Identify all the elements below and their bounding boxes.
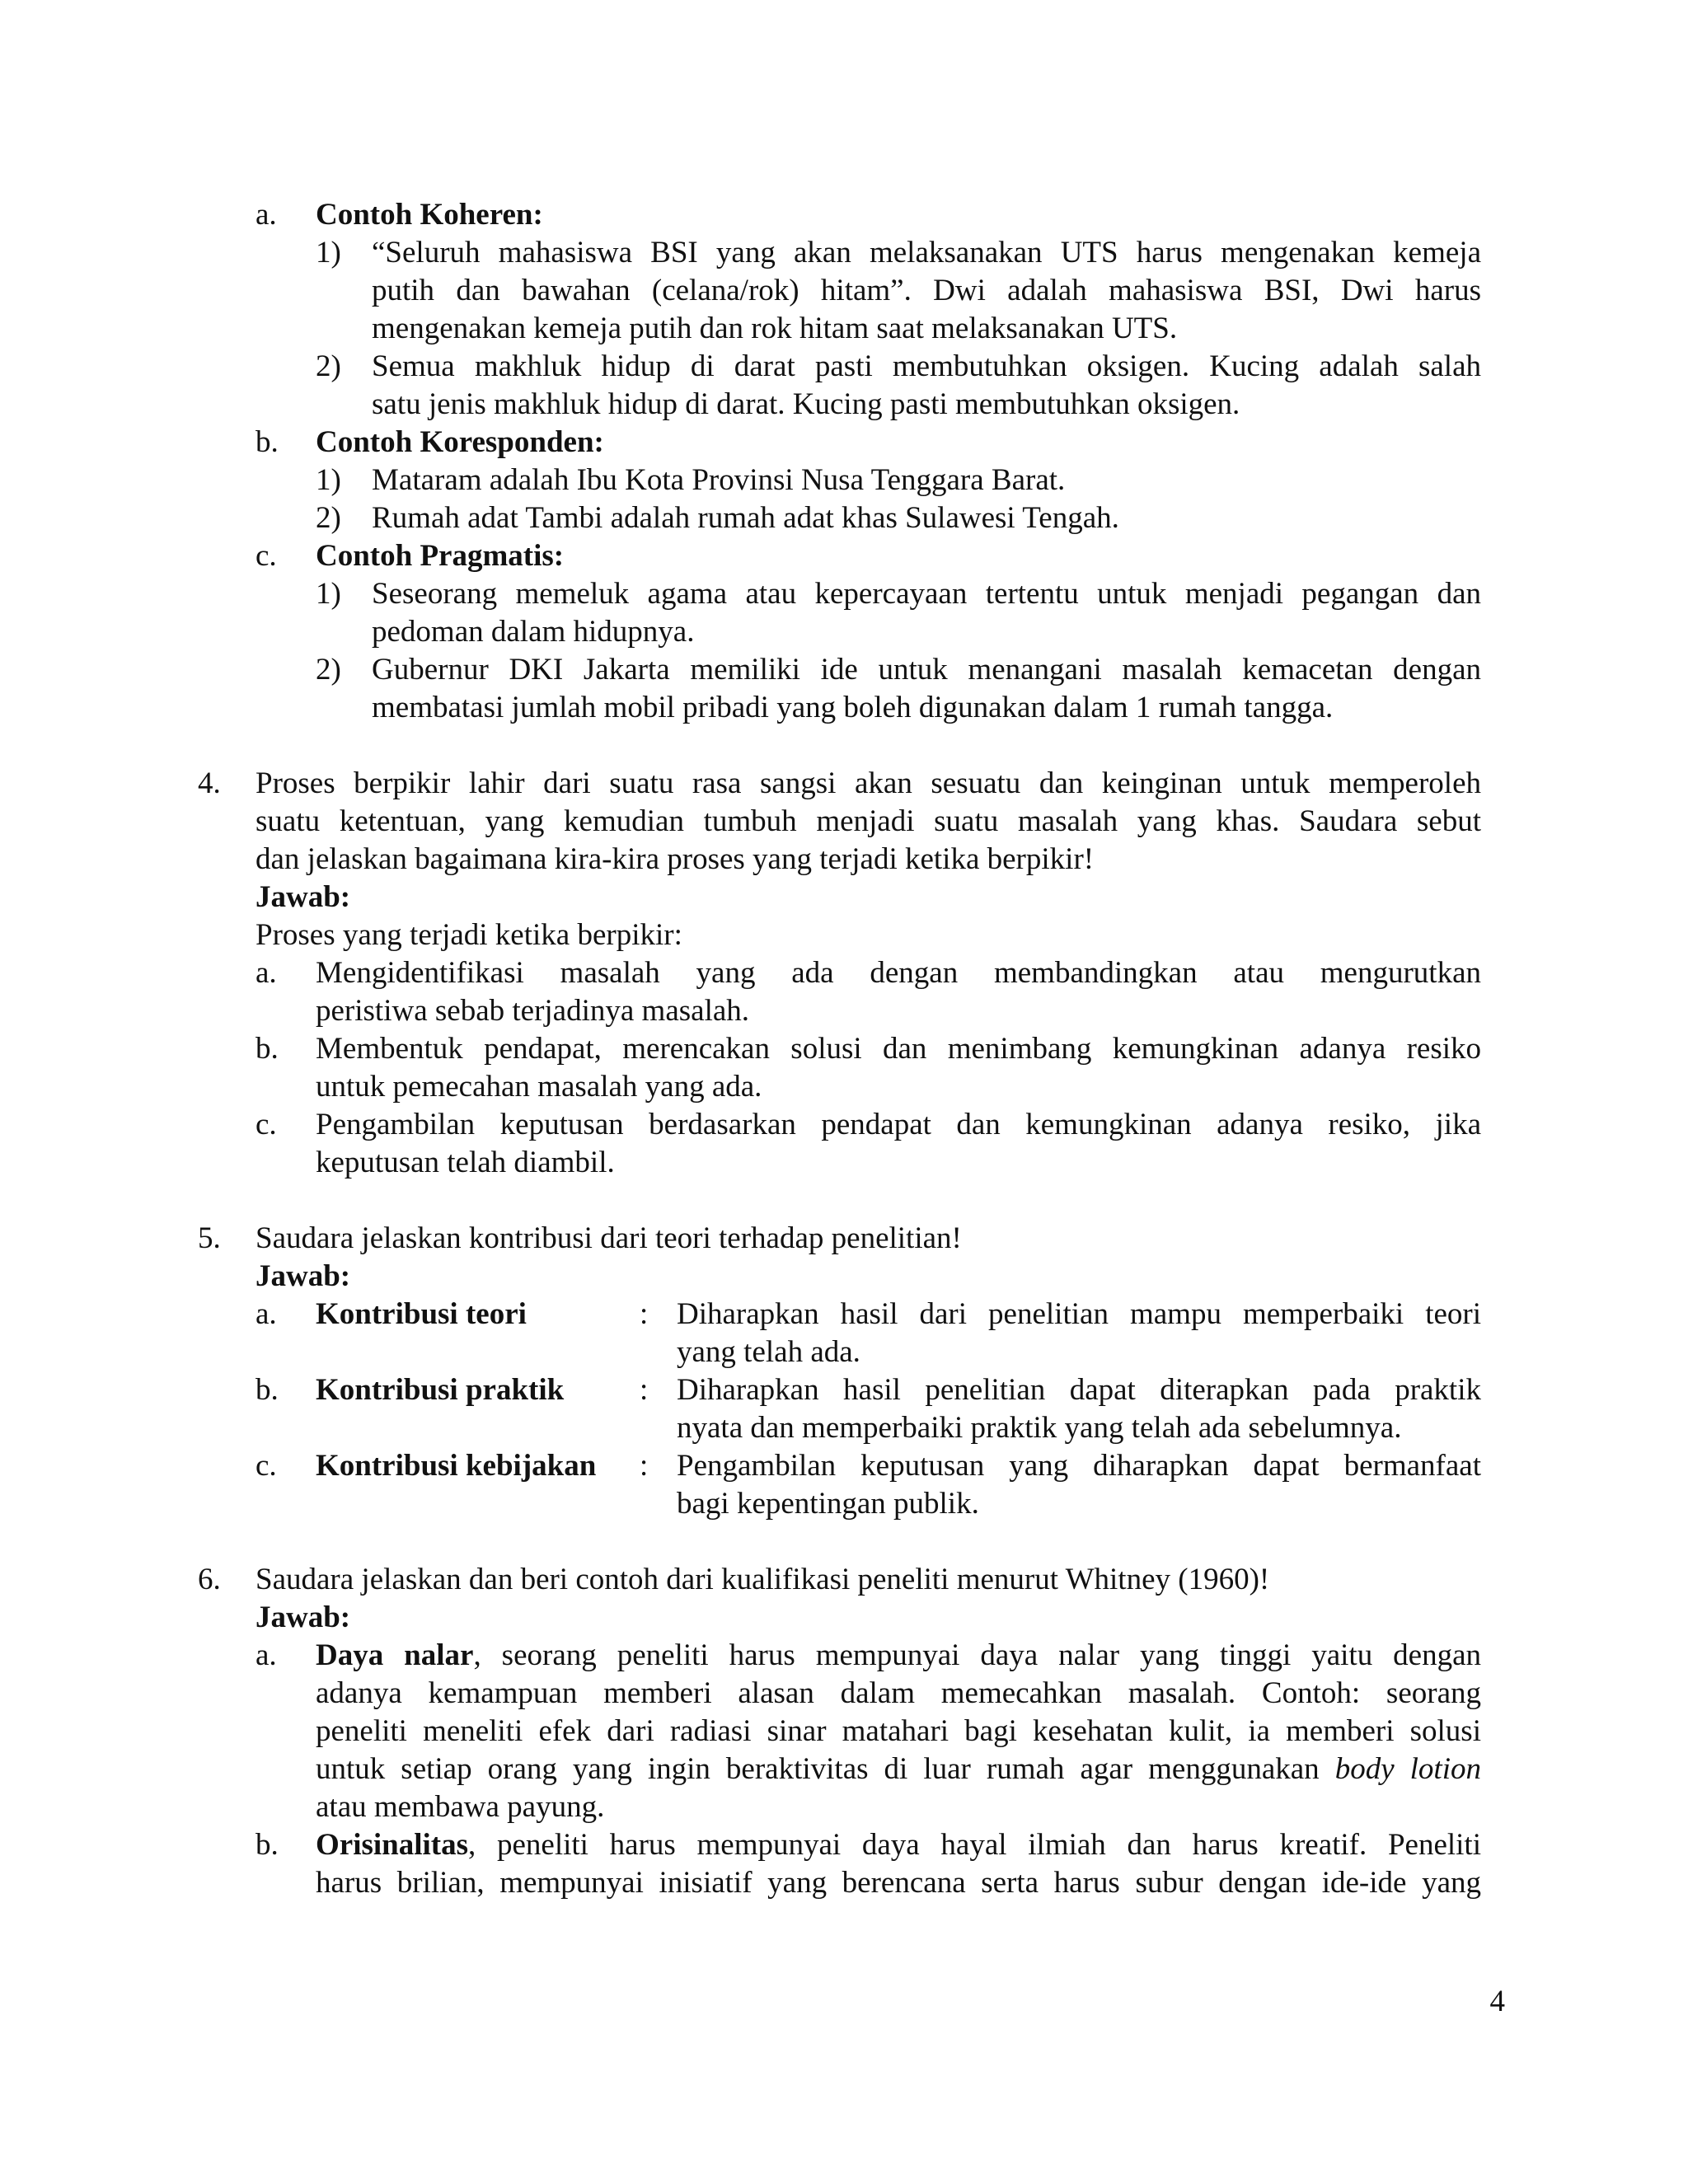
question-line: suatu ketentuan, yang kemudian tumbuh menjadi suatu masalah yang khas. Saudara sebut	[256, 804, 1481, 838]
paragraph-line: putih dan bawahan (celana/rok) hitam”. Dwi adalah mahasiswa BSI, Dwi harus	[372, 274, 1481, 307]
answer-label: Jawab:	[256, 880, 351, 914]
paragraph-line: pedoman dalam hidupnya.	[372, 615, 695, 649]
answer-label: Jawab:	[256, 1601, 351, 1634]
paragraph-line: Mengidentifikasi masalah yang ada dengan membandingkan atau mengurutkan	[316, 956, 1481, 990]
page-number: 4	[1489, 1985, 1505, 2018]
list-marker: b.	[256, 1032, 279, 1066]
term-label: Kontribusi teori	[316, 1297, 527, 1331]
list-marker: c.	[256, 1449, 277, 1483]
paragraph-line: Pengambilan keputusan berdasarkan pendapat dan kemungkinan adanya resiko, jika	[316, 1108, 1481, 1141]
answer-label: Jawab:	[256, 1259, 351, 1293]
list-marker: c.	[256, 1108, 277, 1141]
list-number: 2)	[316, 653, 341, 687]
paragraph-line: atau membawa payung.	[316, 1790, 605, 1824]
term-colon: :	[640, 1297, 649, 1331]
list-marker: a.	[256, 956, 277, 990]
definition-line: Diharapkan hasil penelitian dapat diterapkan pada praktik	[677, 1373, 1481, 1407]
paragraph-line: Seseorang memeluk agama atau kepercayaan tertentu untuk menjadi pegangan dan	[372, 577, 1481, 611]
definition-line: yang telah ada.	[677, 1335, 860, 1369]
paragraph-line: Daya nalar, seorang peneliti harus mempunyai daya nalar yang tinggi yaitu dengan	[316, 1638, 1482, 1672]
question-number: 4.	[198, 766, 221, 800]
list-marker: b.	[256, 1828, 279, 1862]
list-number: 1)	[316, 236, 341, 269]
section-heading: Contoh Koresponden:	[316, 425, 604, 459]
list-number: 2)	[316, 349, 341, 383]
term-label: Kontribusi praktik	[316, 1373, 565, 1407]
definition-line: Pengambilan keputusan yang diharapkan dapat bermanfaat	[677, 1449, 1481, 1483]
question-number: 5.	[198, 1221, 221, 1255]
paragraph-line: mengenakan kemeja putih dan rok hitam saat melaksanakan UTS.	[372, 312, 1178, 345]
question-line: Saudara jelaskan kontribusi dari teori terhadap penelitian!	[256, 1221, 962, 1255]
list-number: 1)	[316, 577, 341, 611]
paragraph-line: peneliti meneliti efek dari radiasi sinar matahari bagi kesehatan kulit, ia memberi solusi	[316, 1714, 1481, 1748]
term-label: Orisinalitas	[316, 1828, 469, 1862]
list-marker: a.	[256, 1638, 277, 1672]
paragraph-line: Mataram adalah Ibu Kota Provinsi Nusa Tenggara Barat.	[372, 463, 1066, 497]
italic-term: body lotion	[1334, 1752, 1481, 1786]
question-line: Saudara jelaskan dan beri contoh dari kualifikasi peneliti menurut Whitney (1960)!	[256, 1563, 1270, 1596]
paragraph-line: Membentuk pendapat, merencakan solusi dan menimbang kemungkinan adanya resiko	[316, 1032, 1481, 1066]
list-marker: a.	[256, 198, 277, 232]
term-label: Kontribusi kebijakan	[316, 1449, 597, 1483]
term-colon: :	[640, 1449, 649, 1483]
paragraph-line: keputusan telah diambil.	[316, 1146, 615, 1179]
definition-line: nyata dan memperbaiki praktik yang telah ada sebelumnya.	[677, 1411, 1402, 1445]
list-number: 2)	[316, 501, 341, 535]
question-line: dan jelaskan bagaimana kira-kira proses yang terjadi ketika berpikir!	[256, 842, 1095, 876]
paragraph-line: satu jenis makhluk hidup di darat. Kucing pasti membutuhkan oksigen.	[372, 387, 1240, 421]
list-marker: b.	[256, 425, 279, 459]
question-number: 6.	[198, 1563, 221, 1596]
section-heading: Contoh Pragmatis:	[316, 539, 565, 573]
paragraph-line: adanya kemampuan memberi alasan dalam memecahkan masalah. Contoh: seorang	[316, 1676, 1481, 1710]
paragraph-line: Gubernur DKI Jakarta memiliki ide untuk menangani masalah kemacetan dengan	[372, 653, 1481, 687]
paragraph-line: Semua makhluk hidup di darat pasti membutuhkan oksigen. Kucing adalah salah	[372, 349, 1481, 383]
paragraph-line: untuk pemecahan masalah yang ada.	[316, 1070, 762, 1104]
paragraph-line: “Seluruh mahasiswa BSI yang akan melaksanakan UTS harus mengenakan kemeja	[372, 236, 1481, 269]
paragraph-line: membatasi jumlah mobil pribadi yang boleh digunakan dalam 1 rumah tangga.	[372, 691, 1334, 724]
section-heading: Contoh Koheren:	[316, 198, 543, 232]
question-line: Proses berpikir lahir dari suatu rasa sangsi akan sesuatu dan keinginan untuk memperoleh	[256, 766, 1481, 800]
list-marker: c.	[256, 539, 277, 573]
definition-line: bagi kepentingan publik.	[677, 1487, 979, 1521]
list-marker: b.	[256, 1373, 279, 1407]
answer-intro: Proses yang terjadi ketika berpikir:	[256, 918, 682, 952]
definition-line: Diharapkan hasil dari penelitian mampu memperbaiki teori	[677, 1297, 1481, 1331]
paragraph-line: harus brilian, mempunyai inisiatif yang berencana serta harus subur dengan ide-ide yang	[316, 1866, 1481, 1900]
term-label: Daya nalar	[316, 1638, 474, 1672]
paragraph-line: peristiwa sebab terjadinya masalah.	[316, 994, 750, 1028]
paragraph-line: Rumah adat Tambi adalah rumah adat khas Sulawesi Tengah.	[372, 501, 1119, 535]
term-colon: :	[640, 1373, 649, 1407]
list-marker: a.	[256, 1297, 277, 1331]
paragraph-line: untuk setiap orang yang ingin beraktivitas di luar rumah agar menggunakan body lotion	[316, 1752, 1481, 1786]
paragraph-line: Orisinalitas, peneliti harus mempunyai daya hayal ilmiah dan harus kreatif. Peneliti	[316, 1828, 1481, 1862]
list-number: 1)	[316, 463, 341, 497]
